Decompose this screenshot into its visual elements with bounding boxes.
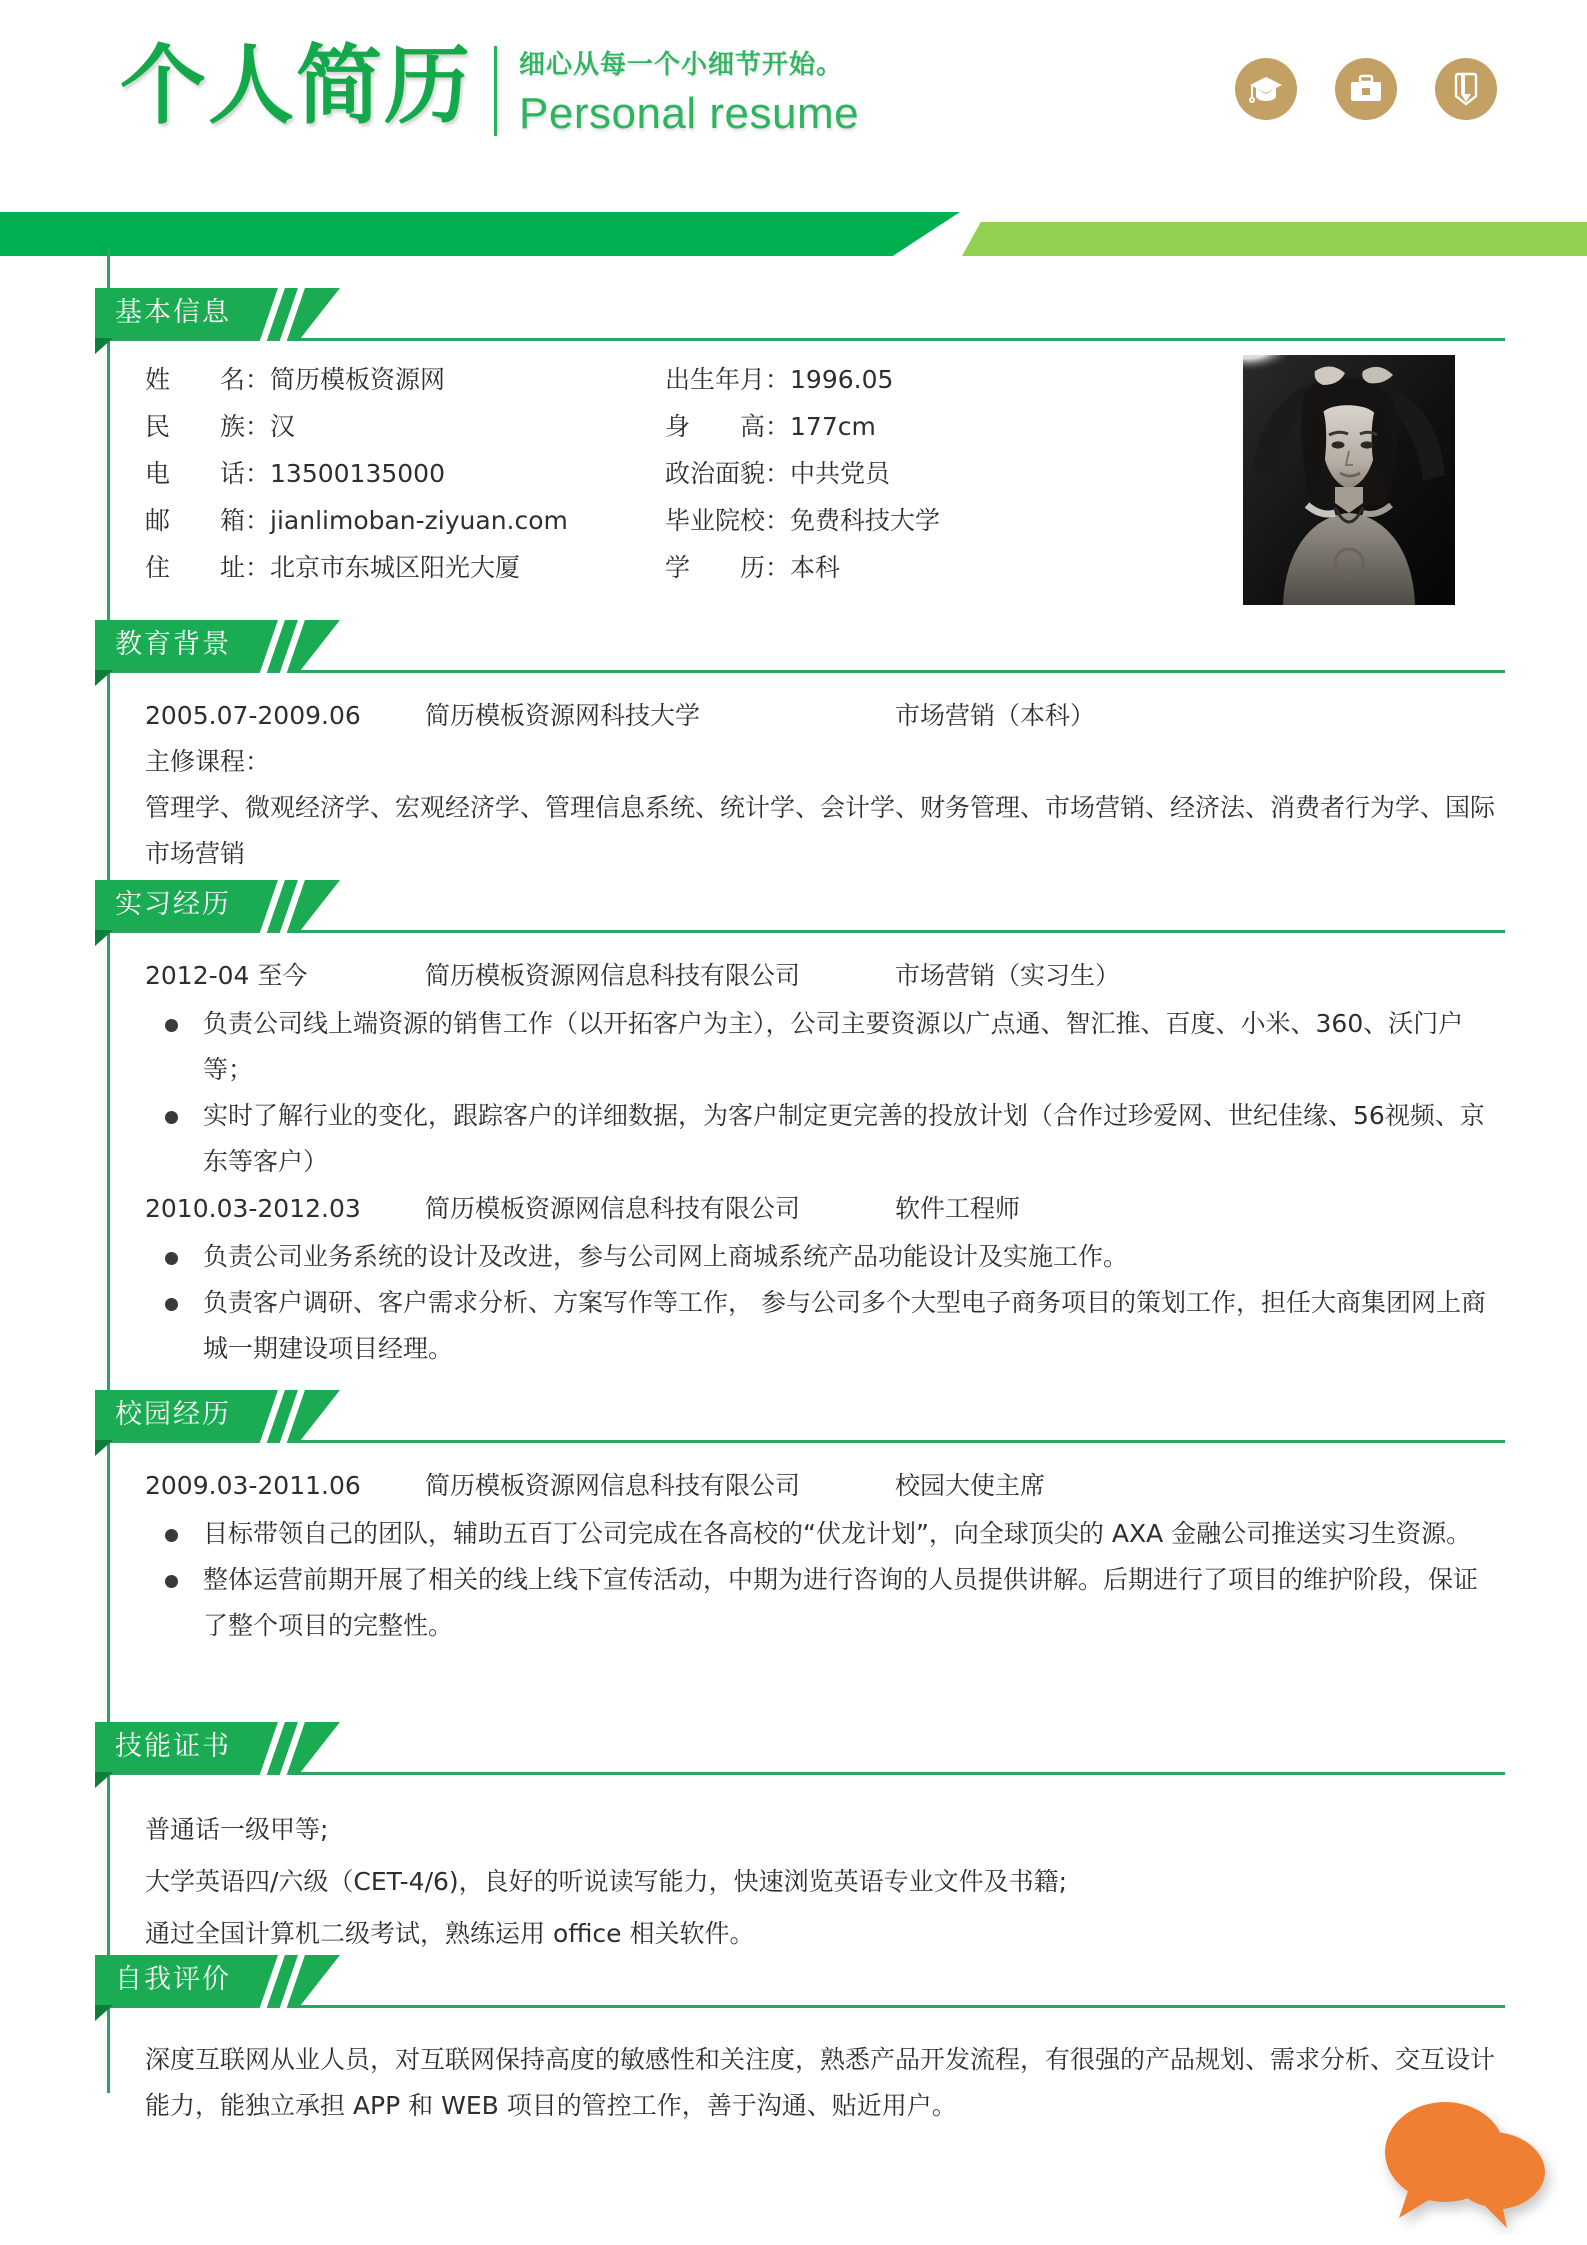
campus-body	[145, 1462, 1495, 1649]
section-rule-education	[107, 670, 1505, 673]
info-label: 住 址：	[145, 553, 271, 582]
section-title-internship: 实习经历	[115, 889, 231, 920]
tab-fold	[95, 1772, 113, 1788]
self-evaluation-text: 深度互联网从业人员，对互联网保持高度的敏感性和关注度，熟悉产品开发流程，有很强的产品规划、需求分析、交互设计能力，能独立承担 APP 和 WEB 项目的管控工作，善于沟通、贴近用户。	[145, 2045, 1496, 2120]
section-internship	[0, 880, 1587, 1363]
section-header-internship	[95, 880, 1505, 930]
skill-line: 大学英语四/六级（CET-4/6)，良好的听说读写能力，快速浏览英语专业文件及书籍;	[145, 1867, 1068, 1896]
section-rule-basic	[107, 338, 1505, 341]
info-value: 1996.05	[790, 365, 894, 394]
tab-fold	[95, 930, 113, 946]
info-value: 免费科技大学	[790, 506, 941, 535]
education-entry-row	[145, 692, 1495, 739]
skills-body	[145, 1804, 1495, 1960]
briefcase-icon	[1335, 58, 1397, 120]
section-title-basic: 基本信息	[115, 297, 231, 328]
pencil-icon	[1435, 58, 1497, 120]
list-item: 目标带领自己的团队，辅助五百丁公司完成在各高校的“伏龙计划”，向全球顶尖的 AXA 金融公司推送实习生资源。	[145, 1511, 1495, 1557]
list-item: 负责客户调研、客户需求分析、方案写作等工作， 参与公司多个大型电子商务项目的策划工作，担任大商集团网上商城一期建设项目经理。	[145, 1280, 1495, 1372]
left-vertical-rail	[107, 248, 110, 2093]
info-value: 13500135000	[270, 459, 445, 488]
section-rule-internship	[107, 930, 1505, 933]
info-value: 177cm	[790, 412, 876, 441]
list-item: 负责公司业务系统的设计及改进，参与公司网上商城系统产品功能设计及实施工作。	[145, 1234, 1495, 1280]
section-rule-campus	[107, 1440, 1505, 1443]
section-header-campus	[95, 1390, 1505, 1440]
campus-bullets	[145, 1511, 1495, 1649]
section-rule-skills	[107, 1772, 1505, 1775]
internship-role: 软件工程师	[895, 1194, 1021, 1223]
avatar	[1243, 355, 1455, 605]
info-label: 姓 名：	[145, 365, 271, 394]
section-campus	[0, 1390, 1587, 1640]
info-value: 汉	[270, 412, 296, 441]
section-title-campus: 校园经历	[115, 1399, 231, 1430]
education-org: 简历模板资源网科技大学	[425, 701, 701, 730]
info-label: 电 话：	[145, 459, 271, 488]
info-value: 中共党员	[790, 459, 891, 488]
info-label: 出生年月：	[665, 365, 791, 394]
section-header-skills	[95, 1722, 1505, 1772]
info-label: 邮 箱：	[145, 506, 271, 535]
self-evaluation-body	[145, 2037, 1495, 2129]
internship-org: 简历模板资源网信息科技有限公司	[425, 961, 801, 990]
section-title-skills: 技能证书	[115, 1731, 231, 1762]
section-header-self-evaluation	[95, 1955, 1505, 2005]
list-item: 整体运营前期开展了相关的线上线下宣传活动，中期为进行咨询的人员提供讲解。后期进行了项目的维护阶段，保证了整个项目的完整性。	[145, 1557, 1495, 1649]
section-title-self-evaluation: 自我评价	[115, 1964, 231, 1995]
info-label: 毕业院校：	[665, 506, 791, 535]
graduation-cap-icon	[1235, 58, 1297, 120]
section-rule-self-evaluation	[107, 2005, 1505, 2008]
banner-right-shape	[962, 222, 1587, 256]
page-header	[0, 0, 1587, 215]
internship-body	[145, 952, 1495, 1372]
courses-text: 管理学、微观经济学、宏观经济学、管理信息系统、统计学、会计学、财务管理、市场营销、经济法、消费者行为学、国际市场营销	[145, 793, 1496, 868]
info-value: 简历模板资源网	[270, 365, 446, 394]
info-label: 政治面貌：	[665, 459, 791, 488]
info-value: 北京市东城区阳光大厦	[270, 553, 521, 582]
section-basic-info	[0, 288, 1587, 582]
section-education	[0, 620, 1587, 868]
title-divider	[494, 46, 497, 136]
banner-left-shape	[0, 212, 960, 256]
education-body	[145, 692, 1495, 877]
list-item: 实时了解行业的变化，跟踪客户的详细数据，为客户制定更完善的投放计划（合作过珍爱网、世纪佳缘、56视频、京东等客户）	[145, 1093, 1495, 1185]
tagline-block	[519, 38, 859, 142]
section-skills	[0, 1722, 1587, 1948]
campus-role: 校园大使主席	[895, 1471, 1046, 1500]
info-label: 民 族：	[145, 412, 271, 441]
tab-fold	[95, 670, 113, 686]
info-field-email	[145, 497, 665, 544]
header-banner	[0, 208, 1587, 256]
info-label: 身 高：	[665, 412, 791, 441]
title-block	[120, 38, 859, 142]
section-self-evaluation	[0, 1955, 1587, 2120]
internship-entry-row	[145, 1185, 1495, 1232]
campus-org: 简历模板资源网信息科技有限公司	[425, 1471, 801, 1500]
courses-label: 主修课程：	[145, 747, 271, 776]
section-title-education: 教育背景	[115, 629, 231, 660]
internship-date: 2010.03-2012.03	[145, 1194, 361, 1223]
internship-bullets	[145, 1001, 1495, 1185]
internship-entry-row	[145, 952, 1495, 999]
section-header-education	[95, 620, 1505, 670]
education-date: 2005.07-2009.06	[145, 701, 361, 730]
section-header-basic	[95, 288, 1505, 338]
tagline-english: Personal resume	[519, 89, 860, 138]
list-item: 负责公司线上端资源的销售工作（以开拓客户为主），公司主要资源以广点通、智汇推、百度、小米、360、沃门户等；	[145, 1001, 1495, 1093]
speech-bubbles-icon	[1373, 2090, 1563, 2235]
campus-date: 2009.03-2011.06	[145, 1471, 361, 1500]
internship-role: 市场营销（实习生）	[895, 961, 1121, 990]
tab-fold	[95, 338, 113, 354]
info-field-phone	[145, 450, 665, 497]
info-label: 学 历：	[665, 553, 791, 582]
education-role: 市场营销（本科）	[895, 701, 1096, 730]
campus-entry-row	[145, 1462, 1495, 1509]
internship-bullets	[145, 1234, 1495, 1372]
skill-line: 通过全国计算机二级考试，熟练运用 office 相关软件。	[145, 1919, 755, 1948]
tab-fold	[95, 1440, 113, 1456]
tab-fold	[95, 2005, 113, 2021]
info-value: jianlimoban-ziyuan.com	[270, 506, 568, 535]
info-field-address	[145, 544, 665, 591]
tagline-chinese: 细心从每一个小细节开始。	[519, 50, 844, 80]
info-field-ethnicity	[145, 403, 665, 450]
page-title: 个人简历	[120, 36, 472, 136]
header-icon-group	[1235, 58, 1497, 120]
skill-line: 普通话一级甲等;	[145, 1815, 329, 1844]
internship-org: 简历模板资源网信息科技有限公司	[425, 1194, 801, 1223]
internship-date: 2012-04 至今	[145, 961, 308, 990]
info-field-name	[145, 356, 665, 403]
info-value: 本科	[790, 553, 841, 582]
